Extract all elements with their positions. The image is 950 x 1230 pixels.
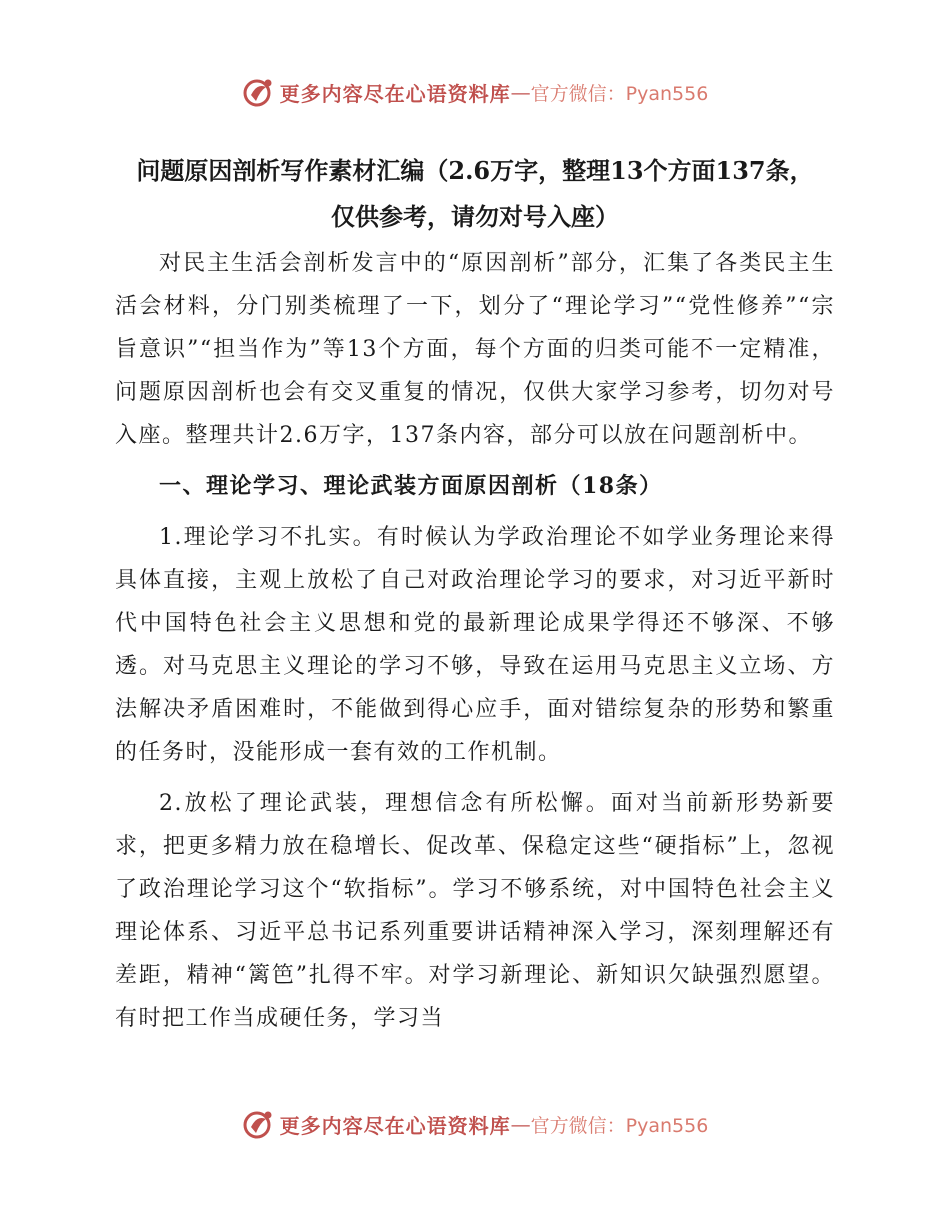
brand-logo-icon	[242, 75, 276, 109]
brand-separator: —	[510, 1112, 531, 1136]
brand-name: 更多内容尽在心语资料库	[279, 81, 511, 106]
header-watermark-banner	[0, 72, 950, 112]
item-paragraph-2: 2.放松了理论武装，理想信念有所松懈。面对当前新形势新要求，把更多精力放在稳增长、促改革、保稳定这些“硬指标”上，忽视了政治理论学习这个“软指标”。学习不够系统，对中国特色社会主义理论体系、习近平总书记系列重要讲话精神深入学习，深刻理解还有差距，精神“篱笆”扎得不牢。对学习新理论、新知识欠缺强烈愿望。有时把工作当成硬任务，学习当	[115, 791, 835, 1031]
brand-name: 更多内容尽在心语资料库	[279, 1113, 511, 1138]
document-title	[60, 148, 890, 240]
title-line-2: 仅供参考，请勿对号入座）	[331, 202, 619, 231]
wechat-id: 官方微信：Pyan556	[530, 82, 709, 105]
footer-watermark-banner	[0, 1104, 950, 1144]
item-paragraph-1: 1.理论学习不扎实。有时候认为学政治理论不如学业务理论来得具体直接，主观上放松了自己对政治理论学习的要求，对习近平新时代中国特色社会主义思想和党的最新理论成果学得还不够深、不够透。对马克思主义理论的学习不够，导致在运用马克思主义立场、方法解决矛盾困难时，不能做到得心应手，面对错综复杂的形势和繁重的任务时，没能形成一套有效的工作机制。	[115, 525, 835, 765]
section-heading: 一、理论学习、理论武装方面原因剖析（18条）	[159, 473, 663, 499]
brand-logo-icon	[242, 1107, 276, 1141]
intro-paragraph: 对民主生活会剖析发言中的“原因剖析”部分，汇集了各类民主生活会材料，分门别类梳理了一下，划分了“理论学习”“党性修养”“宗旨意识”“担当作为”等13个方面，每个方面的归类可能不一定精准，问题原因剖析也会有交叉重复的情况，仅供大家学习参考，切勿对号入座。整理共计2.6万字，137条内容，部分可以放在问题剖析中。	[115, 251, 835, 448]
document-body	[115, 242, 835, 1040]
wechat-id: 官方微信：Pyan556	[530, 1114, 709, 1137]
title-line-1: 问题原因剖析写作素材汇编（2.6万字，整理13个方面137条，	[136, 156, 814, 185]
brand-separator: —	[510, 80, 531, 104]
